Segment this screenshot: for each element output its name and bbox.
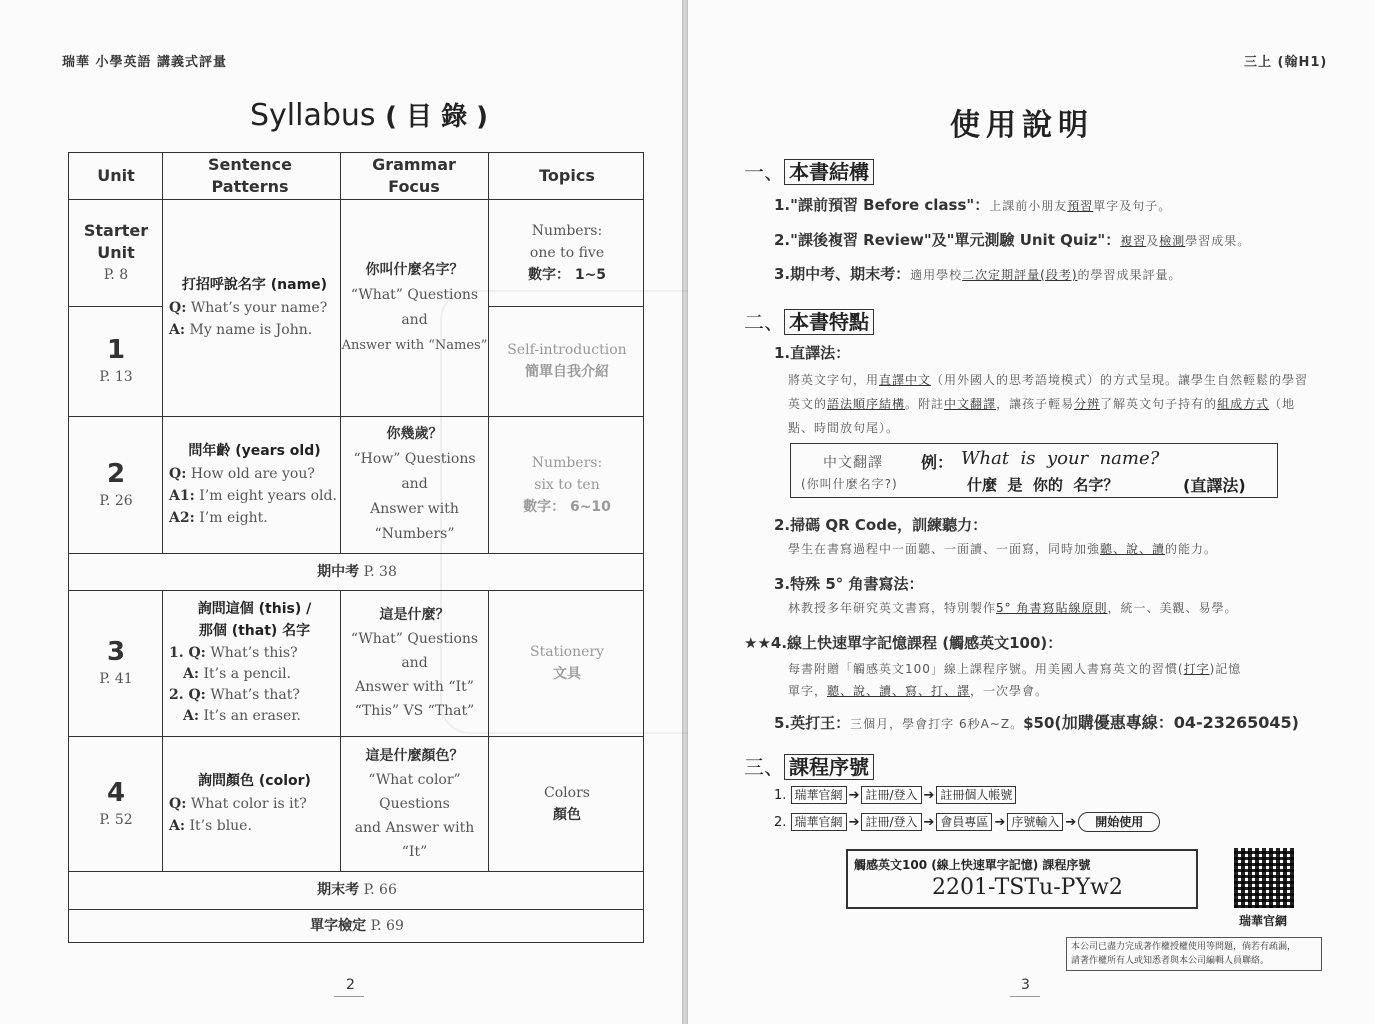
topic-starter-2: one to five xyxy=(529,244,605,261)
gf-s01-2: “What” Questions xyxy=(350,286,479,303)
final-row xyxy=(69,871,645,909)
p1-u2: 語法順序結構 xyxy=(827,397,906,411)
section-1-num: 一、 xyxy=(744,160,784,184)
serial-box xyxy=(846,849,1198,909)
p3-u: 5° 角書寫貼線原則 xyxy=(996,601,1108,615)
p1-t1: 將英文字句，用 xyxy=(788,373,880,387)
arrow-right-icon: ➔ xyxy=(1065,815,1077,830)
sec1-l2-u1: 複習 xyxy=(1120,234,1147,248)
sp-u2-a2-label: A2: xyxy=(169,510,195,526)
arrow-right-icon: ➔ xyxy=(923,815,935,830)
example-label: 中文翻譯 xyxy=(823,455,883,471)
midterm-label: 期中考 xyxy=(317,563,360,580)
sentence-patterns-u3 xyxy=(163,590,340,736)
grammar-u4 xyxy=(341,736,488,871)
unit-4-page: P. 52 xyxy=(99,811,133,828)
sp-u2-title: 問年齡 (years old) xyxy=(188,443,321,459)
section-2-num: 二、 xyxy=(744,310,784,334)
topic-4-cell xyxy=(489,736,645,871)
sentence-patterns-u2 xyxy=(163,416,340,553)
p2-t2: 的能力。 xyxy=(1165,542,1218,556)
sp-u3-title-1: 詢問這個 (this) / xyxy=(197,601,312,617)
grade-header: 三上 (翰H1) xyxy=(1244,55,1328,70)
sec2-p4-head-text: ★★4.線上快速單字記憶課程 (觸感英文100)： xyxy=(744,634,1063,652)
page-number-rule xyxy=(334,996,364,997)
example-chinese: 什麼 是 你的 名字？ xyxy=(967,476,1119,494)
sp-u2-q-label: Q: xyxy=(169,466,187,482)
step-official-site-2: 瑞華官網 xyxy=(791,813,847,831)
p4-t3: 單字， xyxy=(788,684,828,698)
section-1-heading xyxy=(744,156,874,185)
sec2-p1-head-text: 1.直譯法： xyxy=(774,344,851,362)
instructions-title: 使用說明 xyxy=(950,108,1094,143)
col-header-unit: Unit xyxy=(97,166,135,185)
sec1-l3-head: 3.期中考、期末考： xyxy=(774,265,911,283)
section-3-heading xyxy=(744,751,874,780)
sec1-l3-u: 二次定期評量(段考) xyxy=(962,268,1078,282)
sp-u3-q2-label: 2. Q: xyxy=(169,687,206,703)
section-2-label: 本書特點 xyxy=(784,309,874,335)
sp-u4-q: What color is it? xyxy=(190,796,307,812)
unit-starter-label-2: Unit xyxy=(97,242,135,262)
step-register-login-1: 註冊/登入 xyxy=(861,786,921,804)
topic-2-2: six to ten xyxy=(534,476,600,493)
col-header-topics: Topics xyxy=(539,166,595,185)
unit-1-number: 1 xyxy=(106,335,126,365)
p4-t4: ，一次學會。 xyxy=(970,684,1049,698)
p1-t3: 輕鬆的學習英文的 xyxy=(788,373,1309,411)
topic-2-3: 數字： 6~10 xyxy=(523,498,611,515)
sp-u3-a1: It’s a pencil. xyxy=(203,666,292,682)
p1-t5: ，讓孩子輕易 xyxy=(996,397,1075,411)
unit-3-cell xyxy=(69,590,163,736)
p1-t2: （用外國人的思考語境模式）的方式呈現。讓學生自然 xyxy=(931,373,1244,387)
sec1-l2-u2: 檢測 xyxy=(1159,234,1186,248)
sec2-p3-head xyxy=(774,573,924,594)
p4-t1: 每書附贈「觸感英文100」線上課程序號。用美國人書寫英文的習慣( xyxy=(788,662,1184,676)
example-paren: (你叫什麼名字?) xyxy=(801,477,898,491)
arrow-right-icon: ➔ xyxy=(848,788,860,803)
p2-t1: 學生在書寫過程中一面聽、一面讀、一面寫，同時加強 xyxy=(788,542,1101,556)
section-2-heading xyxy=(744,306,874,335)
p4-t2: )記憶 xyxy=(1209,662,1242,676)
p3-t2: ，統一、美觀、易學。 xyxy=(1107,601,1238,615)
gf-u2-2: “How” Questions xyxy=(353,451,476,467)
notice-line-1: 本公司已盡力完成著作權授權使用等問題，倘若有疏漏， xyxy=(1071,942,1297,952)
p1-u5: 組成方式 xyxy=(1217,397,1270,411)
step-register-account: 註冊個人帳號 xyxy=(936,786,1016,804)
sec2-p3-head-text: 3.特殊 5° 角書寫法： xyxy=(774,575,924,593)
final-page: P. 66 xyxy=(363,882,397,898)
sec1-l1-head: 1."課前預習 Before class"： xyxy=(774,196,990,214)
section-3-num: 三、 xyxy=(744,755,784,779)
gf-u3-5: “This” VS “That” xyxy=(354,703,475,719)
example-box xyxy=(790,443,1278,498)
gf-s01-4: Answer with “Names” xyxy=(341,337,488,353)
unit-3-number: 3 xyxy=(106,637,126,667)
p2-u: 聽、說、讀 xyxy=(1100,542,1166,556)
sp-u2-a1: I’m eight years old. xyxy=(199,488,337,504)
topic-1-cn: 簡單自我介紹 xyxy=(525,364,609,380)
col-header-sentence-patterns: Sentence Patterns xyxy=(208,155,292,196)
section-3-label: 課程序號 xyxy=(784,754,874,780)
sp-u3-a2: It’s an eraser. xyxy=(203,708,301,724)
sec1-l1-tail: 單字及句子。 xyxy=(1093,199,1172,213)
p5-price: $50 xyxy=(1023,714,1055,732)
gf-u2-3: and xyxy=(401,476,428,492)
sec2-p2-head xyxy=(774,514,987,535)
p1-t7: 持有的 xyxy=(1178,397,1218,411)
gf-u4-5: “It” xyxy=(401,843,428,860)
sp-u3-a1-label: A: xyxy=(183,666,200,682)
serial-title: 觸感英文100 (線上快速單字記憶) 課程序號 xyxy=(854,858,1091,872)
example-li: 例： xyxy=(921,453,954,472)
sp-s01-q: What’s your name? xyxy=(190,300,328,316)
page-number-right: 3 xyxy=(1021,977,1030,993)
topic-4-en: Colors xyxy=(544,784,590,801)
arrow-right-icon: ➔ xyxy=(994,815,1006,830)
p5-t1: 三個月，學會打字 6秒A~Z。 xyxy=(850,717,1024,731)
unit-1-page: P. 13 xyxy=(99,369,133,385)
sec1-l3-text: 適用學校 xyxy=(910,268,963,282)
qr-code-icon[interactable] xyxy=(1234,848,1294,908)
col-header-grammar-focus: Grammar Focus xyxy=(372,155,456,196)
final-label: 期末考 xyxy=(317,882,360,898)
steps-2-num: 2. xyxy=(774,815,787,830)
course-steps-1 xyxy=(774,786,1016,804)
sp-u3-q2: What’s that? xyxy=(210,687,300,703)
p1-t4: 。附註 xyxy=(905,397,945,411)
sp-u2-a2: I’m eight. xyxy=(199,510,268,526)
topic-3-en: Stationery xyxy=(530,644,604,660)
gf-u2-1: 你幾歲？ xyxy=(386,426,443,442)
copyright-notice xyxy=(1066,937,1322,971)
steps-1-num: 1. xyxy=(774,788,787,803)
midterm-page: P. 38 xyxy=(363,563,397,580)
sp-s01-a-label: A: xyxy=(169,322,186,338)
syllabus-title-cn: ( 目 錄 ) xyxy=(385,102,489,132)
unit-3-page: P. 41 xyxy=(99,671,133,687)
p5-tail: (加購優惠專線：04-23265045) xyxy=(1054,713,1299,732)
gf-u3-4: Answer with “It” xyxy=(355,679,474,695)
sec1-l1-text: 上課前小朋友 xyxy=(989,199,1068,213)
sp-u4-title: 詢問顏色 (color) xyxy=(198,773,311,789)
unit-2-cell xyxy=(69,416,163,553)
unit-2-number: 2 xyxy=(106,458,126,489)
unit-starter-page: P. 8 xyxy=(103,266,129,283)
step-serial-input: 序號輸入 xyxy=(1007,813,1063,831)
sentence-patterns-u4 xyxy=(163,736,340,871)
unit-2-page: P. 26 xyxy=(99,492,133,509)
topic-starter-3: 數字： 1~5 xyxy=(527,266,607,283)
qr-label: 瑞華官網 xyxy=(1239,914,1288,928)
arrow-right-icon: ➔ xyxy=(923,788,935,803)
sp-u3-q1-label: 1. Q: xyxy=(169,645,206,661)
topic-3-cn: 文具 xyxy=(553,666,581,682)
p1-t8: （地點、時間放句尾）。 xyxy=(788,397,1296,435)
sp-s01-title: 打招呼說名字 (name) xyxy=(181,277,328,293)
vocab-page: P. 69 xyxy=(370,917,404,934)
gf-u4-4: and Answer with xyxy=(354,819,475,836)
sec2-p4-body xyxy=(788,658,1318,702)
sp-u2-a1-label: A1: xyxy=(169,488,195,504)
sec1-l2-mid: 及 xyxy=(1146,234,1160,248)
sec1-l2-head: 2."課後複習 Review"及"單元測驗 Unit Quiz"： xyxy=(774,231,1121,249)
sec2-p3-body xyxy=(788,599,1237,616)
sec2-p1-body xyxy=(788,368,1318,440)
p1-u3: 中文翻譯 xyxy=(944,397,997,411)
arrow-right-icon: ➔ xyxy=(848,815,860,830)
gf-u2-5: “Numbers” xyxy=(374,526,455,542)
unit-starter-cell xyxy=(69,199,163,306)
right-page xyxy=(688,0,1375,1024)
p4-u2: 聽、說、讀、寫、打、譯 xyxy=(827,684,971,698)
sp-s01-a: My name is John. xyxy=(189,322,313,338)
p1-u1: 直譯中文 xyxy=(879,373,932,387)
p3-t1: 林教授多年研究英文書寫，特別製作 xyxy=(788,601,997,615)
step-member-area: 會員專區 xyxy=(936,813,992,831)
p1-t6: 了解英文句子 xyxy=(1100,397,1179,411)
example-english: What is your name? xyxy=(961,448,1160,469)
step-register-login-2: 註冊/登入 xyxy=(861,813,921,831)
gf-u4-1: 這是什麼顏色？ xyxy=(365,747,464,764)
sp-u3-a2-label: A: xyxy=(183,708,200,724)
course-steps-2 xyxy=(774,812,1160,832)
notice-line-2: 請著作權所有人或知悉者與本公司編輯人員聯絡。 xyxy=(1071,956,1270,966)
sp-u3-q1: What’s this? xyxy=(210,645,298,661)
sp-u3-title-2: 那個 (that) 名字 xyxy=(198,623,311,639)
sec2-p5 xyxy=(774,710,1299,733)
sec1-line-1 xyxy=(774,194,1171,215)
vocab-label: 單字檢定 xyxy=(310,917,367,934)
gf-u3-3: and xyxy=(401,655,428,671)
gf-u3-1: 這是什麼？ xyxy=(379,607,450,623)
syllabus-title-en: Syllabus xyxy=(250,98,376,133)
sec1-line-3 xyxy=(774,263,1182,284)
section-1-label: 本書結構 xyxy=(784,159,874,185)
topic-2-1: Numbers: xyxy=(531,454,603,471)
example-tag: (直譯法) xyxy=(1183,476,1246,495)
gf-u2-4: Answer with xyxy=(370,501,459,517)
gf-u4-3: Questions xyxy=(379,795,450,812)
topic-starter-1: Numbers: xyxy=(531,222,603,239)
gf-s01-1: 你叫什麼名字？ xyxy=(365,261,464,278)
sp-u4-a: It’s blue. xyxy=(189,818,252,834)
sp-u4-a-label: A: xyxy=(169,818,186,834)
book-header: 瑞華 小學英語 講義式評量 xyxy=(62,55,228,70)
sec2-p1-head xyxy=(774,342,850,363)
sec2-p2-body xyxy=(788,540,1217,557)
unit-4-number: 4 xyxy=(106,777,126,808)
gf-u3-2: “What” Questions xyxy=(350,631,479,647)
sec1-l1-u: 預習 xyxy=(1067,199,1094,213)
sec2-p2-head-text: 2.掃碼 QR Code，訓練聽力： xyxy=(774,516,988,534)
vocab-row xyxy=(69,909,645,942)
page-number-left: 2 xyxy=(346,977,355,993)
p5-head: 5.英打王： xyxy=(774,714,851,732)
p4-u1: 打字 xyxy=(1183,662,1210,676)
sec1-l2-tail: 學習成果。 xyxy=(1185,234,1251,248)
p1-u4: 分辨 xyxy=(1074,397,1101,411)
syllabus-title xyxy=(250,96,488,133)
page-number-rule-right xyxy=(1010,996,1040,997)
sp-s01-q-label: Q: xyxy=(169,300,187,316)
sec2-p4-head xyxy=(744,632,1062,653)
sentence-patterns-starter-u1 xyxy=(163,199,340,416)
sec1-line-2 xyxy=(774,229,1250,250)
sp-u2-q: How old are you? xyxy=(190,466,315,482)
topic-4-cn: 顏色 xyxy=(553,806,581,823)
topic-1-en: Self-introduction xyxy=(507,342,627,358)
serial-code: 2201-TSTu-PYw2 xyxy=(932,875,1123,900)
start-use-pill: 開始使用 xyxy=(1078,812,1160,832)
step-official-site-1: 瑞華官網 xyxy=(791,786,847,804)
unit-starter-label-1: Starter xyxy=(83,220,149,240)
unit-4-cell xyxy=(69,736,163,871)
gf-s01-3: and xyxy=(401,311,428,328)
unit-1-cell xyxy=(69,306,163,416)
sp-u4-q-label: Q: xyxy=(169,796,187,812)
gf-u4-2: “What color” xyxy=(368,771,461,788)
sec1-l3-tail: 的學習成果評量。 xyxy=(1077,268,1182,282)
